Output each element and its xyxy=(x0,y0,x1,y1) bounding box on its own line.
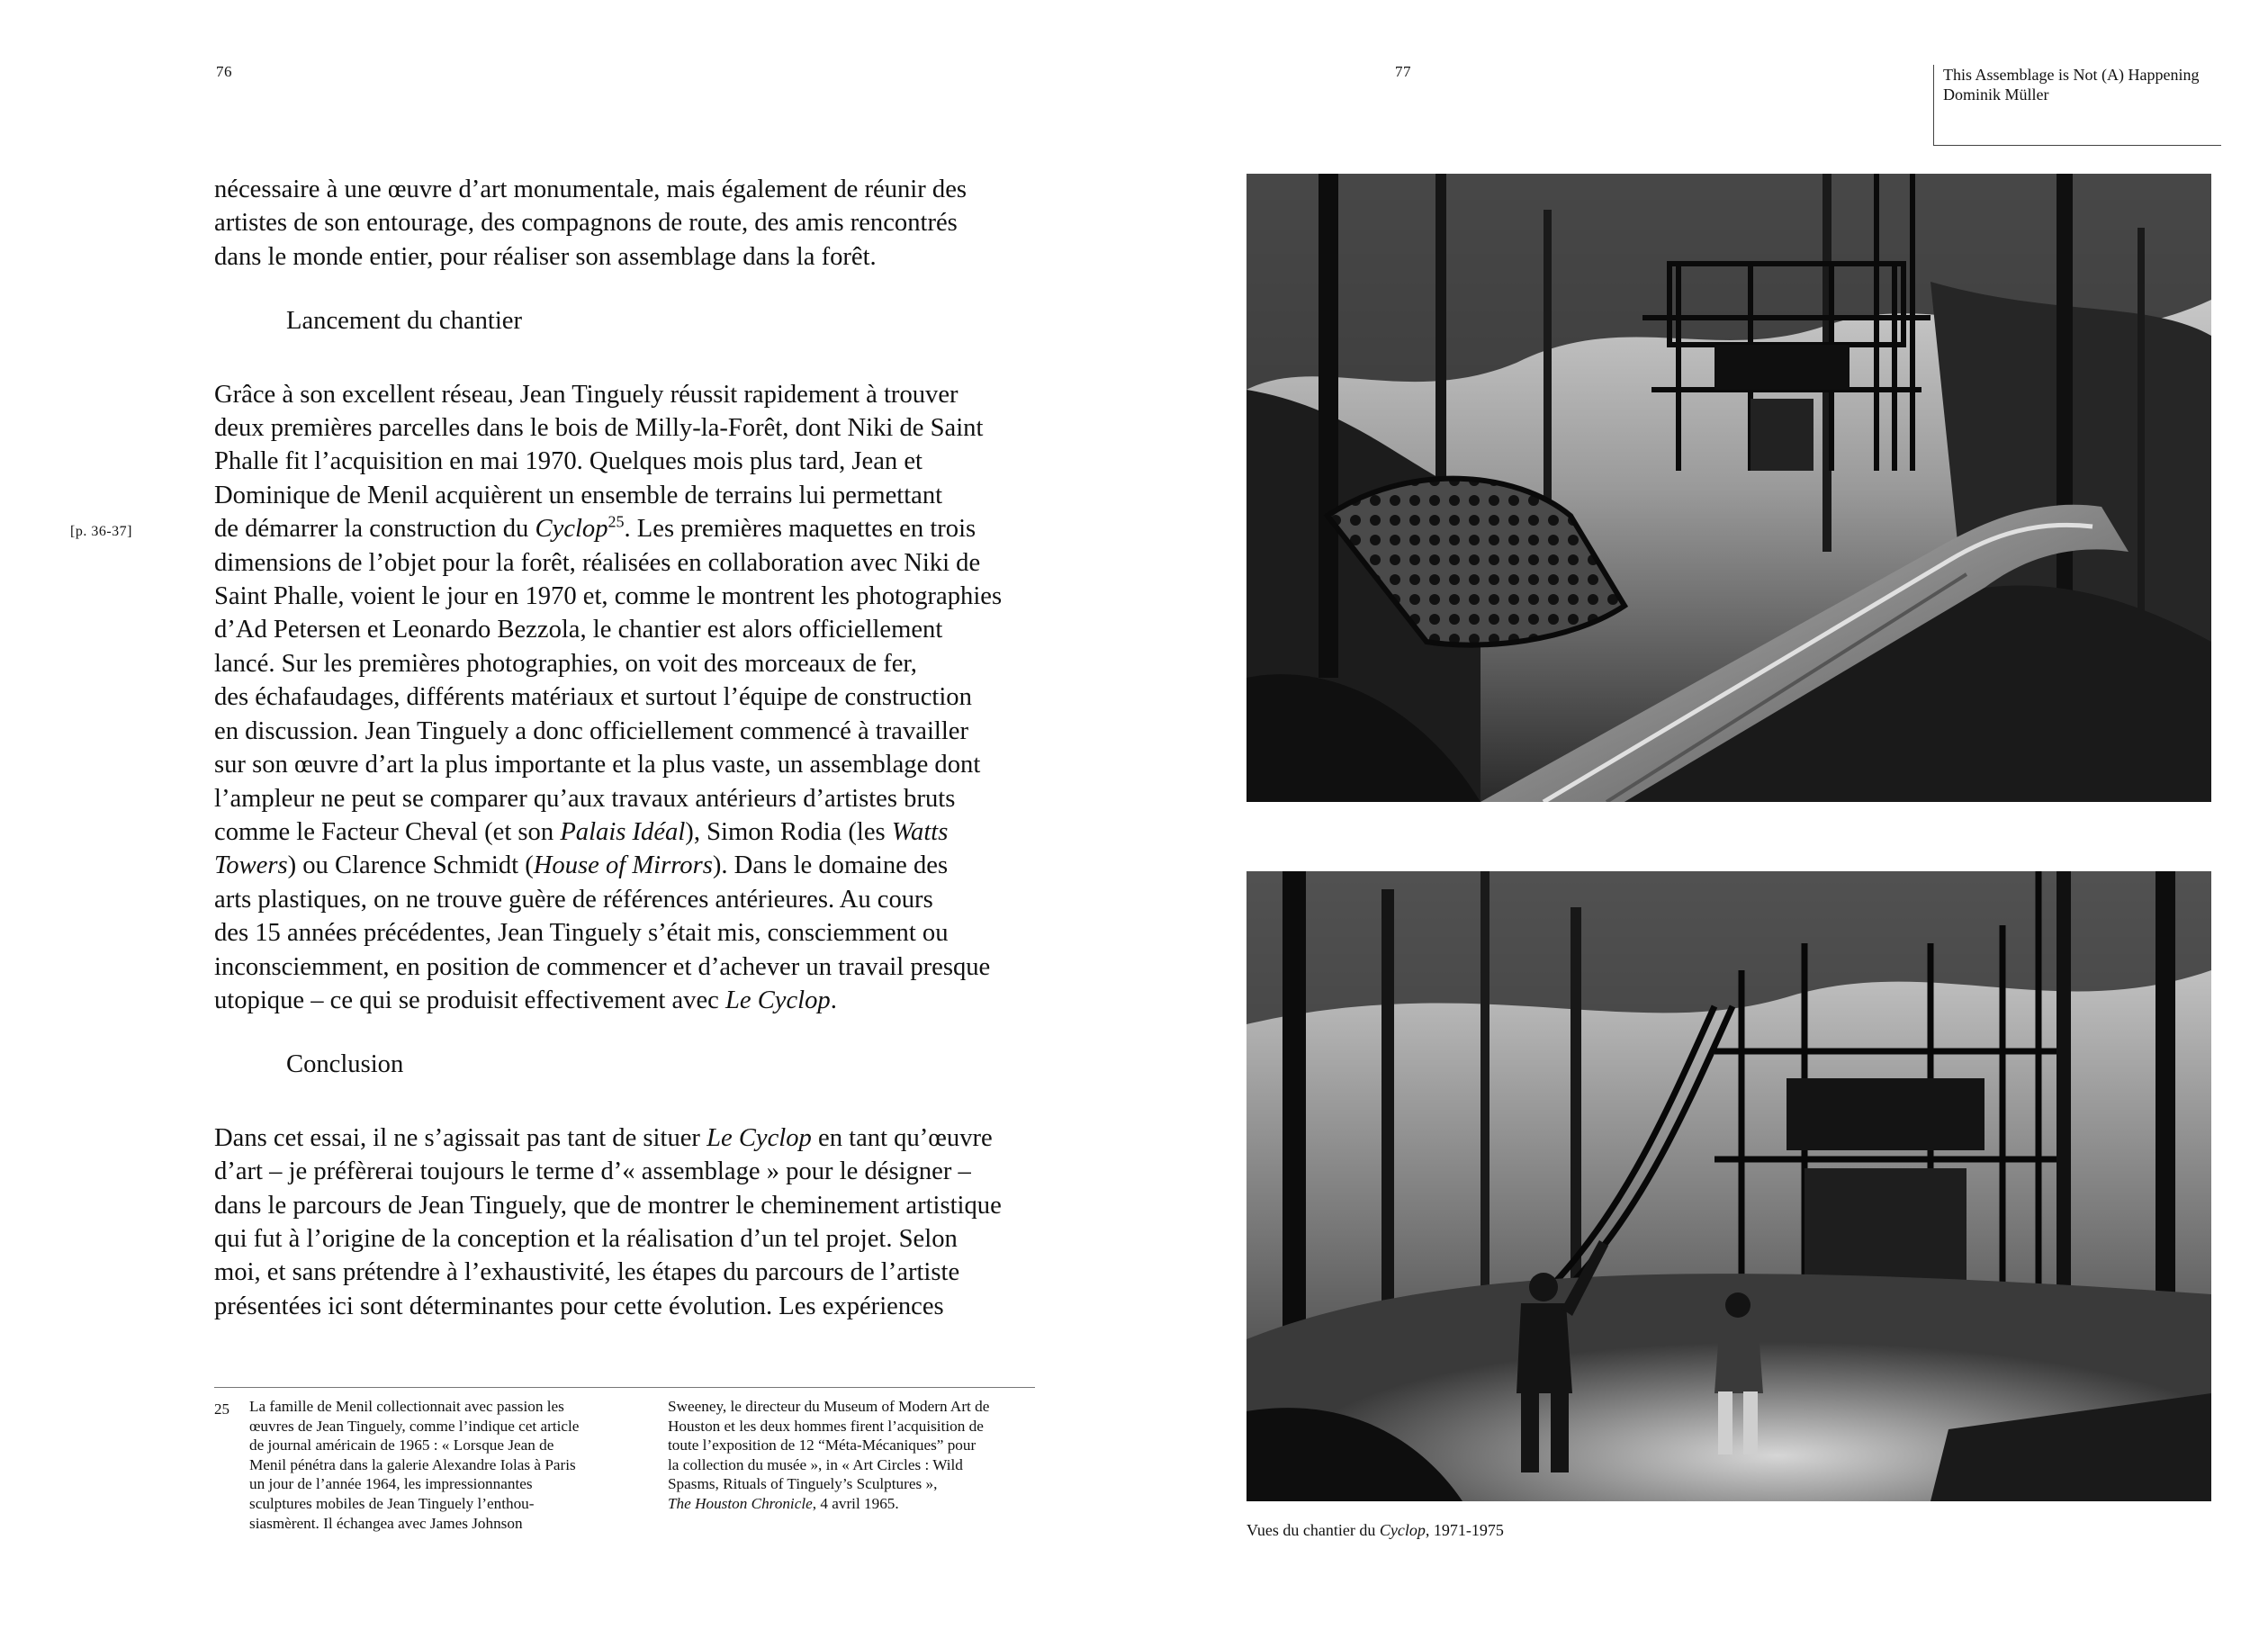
body-text xyxy=(214,173,1078,1323)
running-head-author: Dominik Müller xyxy=(1943,86,2049,104)
page-number-left: 76 xyxy=(216,63,232,80)
running-head xyxy=(1933,65,2221,146)
paragraph-1: nécessaire à une œuvre d’art monumentale, mais également de réunir des artistes de son entourage, des compagnons de route, des amis rencontrés dans le monde entier, pour réaliser son assemblage dans la forêt. xyxy=(214,176,968,271)
construction-photo-1 xyxy=(1246,174,2211,802)
margin-reference: [p. 36-37] xyxy=(70,524,132,539)
paragraph-2: Grâce à son excellent réseau, Jean Tinguely réussit rapidement à trouver deux premières parcelles dans le bois de Milly-la-Forêt, dont Niki de Saint Phalle fit l’acquisition en mai 1970. Quelques mois plus tard, Jean et Dominique de Menil acquièrent un ensemble de terrains lui permettant de démarrer la construction du Cyclop$^{25}$. Les premières maquettes en trois dimensions de l’objet pour la forêt, réalisées en collaboration avec Niki de Saint Phalle, voient le jour en 1970 et, comme le montrent les photographies d’Ad Petersen et Leonardo Bezzola, le chantier est alors officiellement lancé. Sur les premières photographies, on voit des morceaux de fer, des échafaudages, différents matériaux et surtout l’équipe de construction en discussion. Jean Tinguely a donc officiellement commencé à travailler sur son œuvre d’art la plus importante et la plus vaste, un assemblage dont l’ampleur ne peut se comparer qu’aux travaux antérieurs d’artistes bruts comme le Facteur Cheval (et son Palais Idéal), Simon Rodia (les Watts Towers) ou Clarence Schmidt (House of Mirrors). Dans le domaine des arts plastiques, on ne trouve guère de références antérieures. Au cours des 15 années précédentes, Jean Tinguely s’était mis, consciemment ou inconsciemment, en position de commencer et d’achever un travail presque utopique – ce qui se produisit effectivement avec Le Cyclop. xyxy=(214,380,1003,1014)
construction-photo-2 xyxy=(1246,871,2211,1501)
footnote-divider xyxy=(214,1387,1035,1388)
running-head-title: This Assemblage is Not (A) Happening xyxy=(1943,66,2200,84)
paragraph-3: Dans cet essai, il ne s’agissait pas tant de situer Le Cyclop en tant qu’œuvre d’art – je préfèrerai toujours le terme d’« assemblage » pour le désigner – dans le parcours de Jean Tinguely, que de montrer le cheminement artistique qui fut à l’origine de la conception et la réalisation d’un tel projet. Selon moi, et sans prétendre à l’exhaustivité, les étapes du parcours de l’artiste présentées ici sont déterminantes pour cette évolution. Les expériences xyxy=(214,1123,1002,1320)
construction-photo-2-image xyxy=(1246,871,2211,1501)
footnote-ref-25: 25 xyxy=(608,512,625,531)
section-heading-lancement: Lancement du chantier xyxy=(286,307,522,336)
page-number-right: 77 xyxy=(1395,63,1411,80)
construction-photo-1-image xyxy=(1246,174,2211,802)
photo-caption: Vues du chantier du Cyclop, 1971-1975 xyxy=(1246,1521,1504,1539)
footnote-number: 25 xyxy=(214,1400,230,1418)
footnote-column-2: Sweeney, le directeur du Museum of Modern Art de Houston et les deux hommes firent l’acquisition de toute l’exposition de 12 “Méta-Mécaniques” pour la collection du musée », in « Art Circles : Wild Spasms, Rituals of Tinguely’s Sculptures », The Houston Chronicle, 4 avril 1965. xyxy=(668,1398,990,1512)
section-heading-conclusion: Conclusion xyxy=(286,1050,404,1079)
footnote-column-1: La famille de Menil collectionnait avec passion les œuvres de Jean Tinguely, comme l’indique cet article de journal américain de 1965 : « Lorsque Jean de Menil pénétra dans la galerie Alexandre Iolas à Paris un jour de l’année 1964, les impressionnantes sculptures mobiles de Jean Tinguely l’enthou- siasmèrent. Il échangea avec James Johnson xyxy=(249,1398,580,1532)
